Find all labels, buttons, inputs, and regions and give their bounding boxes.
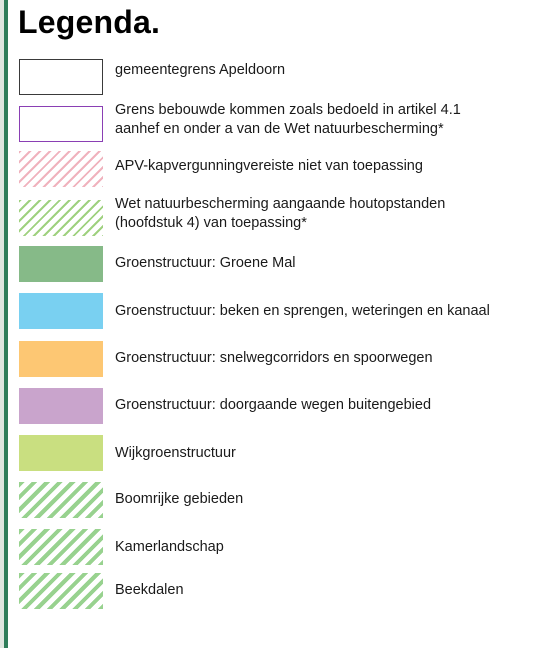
legend-label: Grens bebouwde kommen zoals bedoeld in artikel 4.1 aanhef en onder a van de Wet natuurbescherming* <box>115 102 461 137</box>
legend-title: Legenda. <box>18 4 161 40</box>
legend-swatch <box>19 151 103 187</box>
legend-label: Boomrijke gebieden <box>115 491 244 507</box>
map-frame-border <box>4 0 8 648</box>
legend-label: Groenstructuur: snelwegcorridors en spoorwegen <box>115 350 433 366</box>
legend-swatch <box>19 529 103 565</box>
legend-swatch <box>19 573 103 609</box>
legend-swatch <box>19 293 103 329</box>
legend-swatch <box>19 246 103 282</box>
legend-label: Beekdalen <box>115 582 184 598</box>
legend-swatch <box>19 482 103 518</box>
legend-swatch <box>19 200 103 236</box>
legend-label: APV-kapvergunningvereiste niet van toepassing <box>115 158 423 174</box>
legend-swatch <box>19 388 103 424</box>
legend-label: Groenstructuur: beken en sprengen, weteringen en kanaal <box>115 303 490 319</box>
legend-swatch <box>19 59 103 95</box>
legend-swatch <box>19 435 103 471</box>
legend-label: Groenstructuur: Groene Mal <box>115 255 296 271</box>
legend-label: Groenstructuur: doorgaande wegen buitengebied <box>115 397 432 413</box>
legend-label: Kamerlandschap <box>115 539 224 555</box>
legend-label: gemeentegrens Apeldoorn <box>115 62 286 78</box>
legend-swatch <box>19 106 103 142</box>
legend-label: Wet natuurbescherming aangaande houtopstanden (hoofdstuk 4) van toepassing* <box>115 196 446 231</box>
legend-label: Wijkgroenstructuur <box>115 445 236 461</box>
legend-swatch <box>19 341 103 377</box>
